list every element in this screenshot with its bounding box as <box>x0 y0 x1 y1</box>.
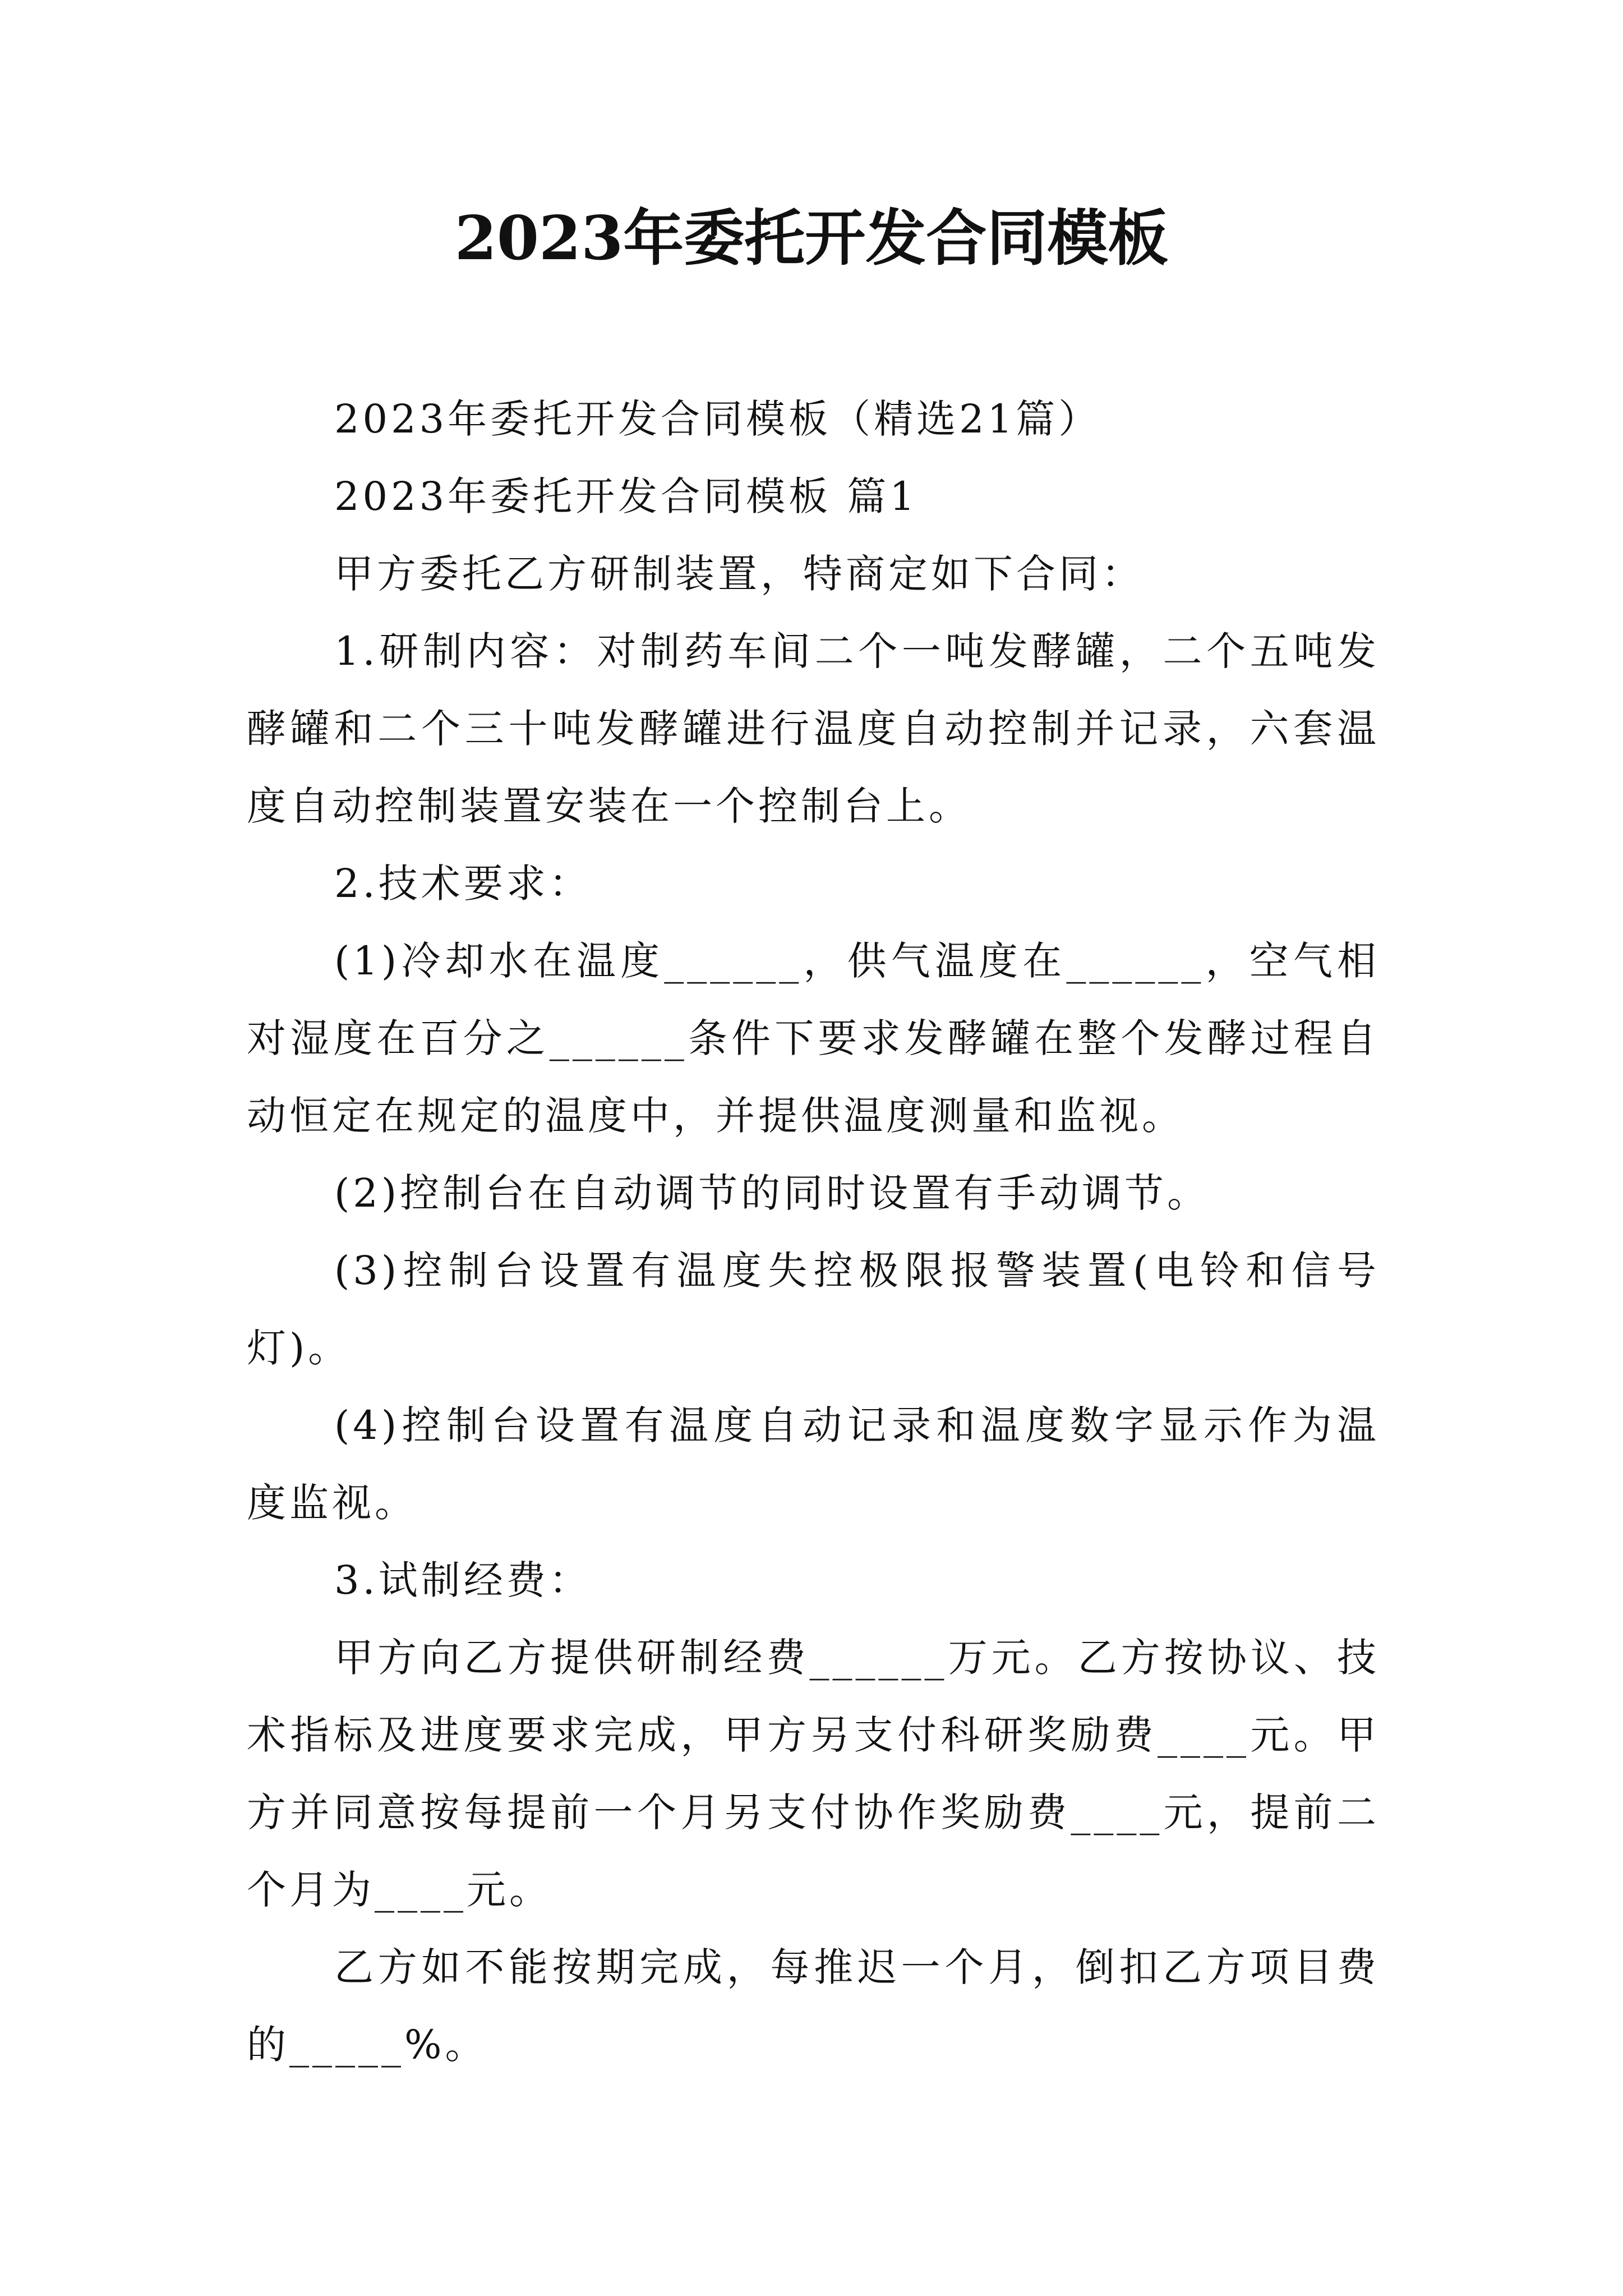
paragraph-research-content: 1.研制内容：对制药车间二个一吨发酵罐，二个五吨发酵罐和二个三十吨发酵罐进行温度自动控制并记录，六套温度自动控制装置安装在一个控制台上。 <box>247 628 1380 829</box>
paragraph-intro: 甲方委托乙方研制装置，特商定如下合同： <box>334 551 1144 597</box>
paragraph-funding-details: 甲方向乙方提供研制经费______万元。乙方按协议、技术指标及进度要求完成，甲方另支付科研奖励费____元。甲方并同意按每提前一个月另支付协作奖励费____元，提前二个月为____元。 <box>247 1635 1380 1913</box>
paragraph-penalty: 乙方如不能按期完成，每推迟一个月，倒扣乙方项目费的_____%。 <box>247 1944 1380 2068</box>
paragraph-requirement-4: (4)控制台设置有温度自动记录和温度数字显示作为温度监视。 <box>247 1402 1380 1526</box>
paragraph-requirement-2: (2)控制台在自动调节的同时设置有手动调节。 <box>334 1170 1210 1216</box>
paragraph-section-heading: 2023年委托开发合同模板 篇1 <box>334 473 918 519</box>
paragraph-technical-requirements: 2.技术要求： <box>334 861 592 907</box>
paragraph-funding-heading: 3.试制经费： <box>334 1557 592 1603</box>
document-title: 2023年委托开发合同模板 <box>454 203 1169 274</box>
paragraph-requirement-3: (3)控制台设置有温度失控极限报警装置(电铃和信号灯)。 <box>247 1248 1380 1371</box>
paragraph-subtitle: 2023年委托开发合同模板（精选21篇） <box>334 396 1101 442</box>
document-body <box>247 380 1380 2083</box>
paragraph-requirement-1: (1)冷却水在温度______，供气温度在______，空气相对湿度在百分之______条件下要求发酵罐在整个发酵过程自动恒定在规定的温度中，并提供温度测量和监视。 <box>247 938 1380 1139</box>
